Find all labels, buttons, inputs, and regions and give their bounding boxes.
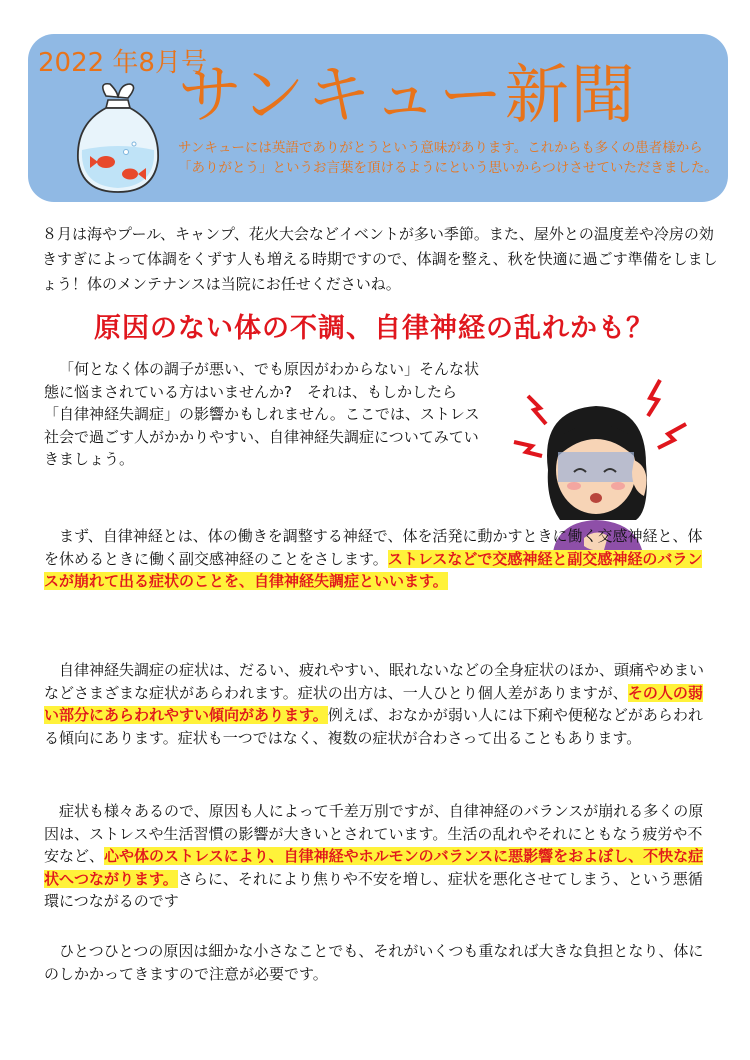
paragraph-5 (44, 940, 709, 985)
paragraph-5-text: ひとつひとつの原因は細かな小さなことでも、それがいくつも重なれば大きな負担となり、体にのしかかってきますので注意が必要です。 (44, 942, 704, 983)
paragraph-4 (44, 800, 709, 913)
goldfish-bag-icon (68, 78, 168, 198)
paragraph-3 (44, 659, 709, 749)
paragraph-2 (44, 525, 704, 593)
paragraph-2-highlight: ストレスなどで交感神経と副交感神経のバランスが崩れて出る症状のことを、自律神経失調症といいます。 (44, 549, 703, 590)
intro-paragraph: ８月は海やプール、キャンプ、花火大会などイベントが多い季節。また、屋外との温度差や冷房の効きすぎによって体調をくずす人も増える時期ですので、体調を整え、秋を快適に過ごす準備をしましょう！体のメンテナンスは当院にお任せくださいね。 (42, 225, 718, 293)
paragraph-4-text: 症状も様々あるので、原因も人によって千差万別ですが、自律神経のバランスが崩れる多くの原因は、ストレスや生活習慣の影響が大きいとされています。生活の乱れやそれにともなう疲労や不安など、 (44, 802, 704, 865)
paragraph-4-tail: さらに、それにより焦りや不安を増し、症状を悪化させてしまう、という悪循環につながるのです (44, 869, 703, 910)
paragraph-1 (44, 358, 484, 471)
newsletter-tagline: サンキューには英語でありがとうという意味があります。これからも多くの患者様から「ありがとう」というお言葉を頂けるようにという思いからつけさせていただきました。 (178, 140, 718, 176)
paragraph-3-text: 自律神経失調症の症状は、だるい、疲れやすい、眠れないなどの全身症状のほか、頭痛やめまいなどさまざまな症状があらわれます。症状の出方は、一人ひとり個人差がありますが、 (44, 661, 705, 702)
paragraph-2-text: まず、自律神経とは、体の働きを調整する神経で、体を活発に動かすときに働く交感神経と、体を休めるときに働く副交感神経のことをさします。 (44, 527, 703, 568)
paragraph-3-highlight: その人の弱い部分にあらわれやすい傾向があります。 (44, 683, 703, 724)
issue-date: 2022 年8月号 (38, 48, 207, 78)
newsletter-title: サンキュー新聞 (178, 59, 637, 133)
paragraph-1-text: 「何となく体の調子が悪い、でも原因がわからない」そんな状態に悩まされている方はいませんか? それは、もしかしたら「自律神経失調症」の影響かもしれません。ここでは、ストレス社会で過ごす人がかかりやすい、自律神経失調症についてみていきましょう。 (44, 360, 480, 468)
paragraph-4-highlight: 心や体のストレスにより、自律神経やホルモンのバランスに悪影響をおよぼし、不快な症状へつながります。 (44, 847, 704, 888)
paragraph-3-tail: 例えば、おなかが弱い人には下痢や便秘などがあらわれる傾向にあります。症状も一つではなく、複数の症状が合わさって出ることもあります。 (44, 706, 703, 747)
article-headline: 原因のない体の不調、自律神経の乱れかも？ (94, 313, 654, 344)
newsletter-header (28, 34, 728, 202)
